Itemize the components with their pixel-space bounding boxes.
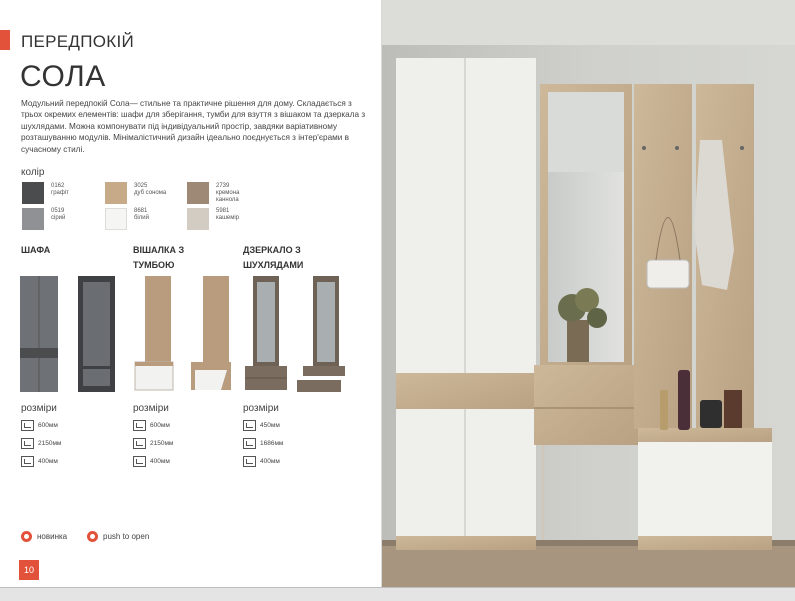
module-label-hanger: ВІШАЛКА З ТУМБОЮ <box>133 245 185 270</box>
color-code: 3025 дуб сонома <box>134 183 167 196</box>
size-height: 2150мм <box>133 436 173 450</box>
sizes-label: розміри <box>21 403 57 414</box>
legend-push-to-open: push to open <box>87 531 149 542</box>
module-label-wardrobe: ШАФА <box>21 245 51 255</box>
color-code: 0162 графіт <box>51 183 69 196</box>
size-height: 1686мм <box>243 436 283 450</box>
wardrobe-thumbnails <box>20 274 120 396</box>
color-swatch-bilyi <box>105 208 127 230</box>
viewer-bottom-bar <box>0 587 795 601</box>
module-label-mirror: ДЗЕРКАЛО З ШУХЛЯДАМИ <box>243 245 304 270</box>
colors-label: колір <box>21 167 45 178</box>
color-code: 5981 кашемір <box>216 208 240 221</box>
sizes-label: розміри <box>243 403 279 414</box>
interior-photo <box>382 0 795 587</box>
height-icon <box>243 438 256 449</box>
section-accent-bar <box>0 30 10 50</box>
depth-icon <box>133 456 146 467</box>
section-title: ПЕРЕДПОКІЙ <box>21 32 135 51</box>
product-title: СОЛА <box>20 60 106 93</box>
size-depth: 400мм <box>243 454 280 468</box>
color-code: 0519 сірий <box>51 208 66 221</box>
size-depth: 400мм <box>133 454 170 468</box>
depth-icon <box>21 456 34 467</box>
depth-icon <box>243 456 256 467</box>
sizes-label: розміри <box>133 403 169 414</box>
color-swatch-kremona <box>187 182 209 204</box>
size-width: 600мм <box>21 418 58 432</box>
size-width: 450мм <box>243 418 280 432</box>
color-swatch-siryi <box>22 208 44 230</box>
color-swatch-grafit <box>22 182 44 204</box>
new-badge-icon <box>21 531 32 542</box>
push-to-open-icon <box>87 531 98 542</box>
height-icon <box>133 438 146 449</box>
color-code: 2739 кремона каннола <box>216 183 240 203</box>
legend-new: новинка <box>21 531 67 542</box>
product-description: Модульний передпокій Сола— стильне та практичне рішення для дому. Складається з трьох окремих елементів: шафи для зберігання, тумби для взуття з вішаком та дзеркала з шухлядами. Можна компонувати під індивідуальний простір, завдяки варіативному розташуванню модулів. Мінімалістичний дизайн ідеально поєднується з інтер'єрами в сучасному стилі. <box>21 99 366 154</box>
hallway-furniture-image <box>382 0 795 587</box>
size-depth: 400мм <box>21 454 58 468</box>
mirror-thumbnails <box>243 274 348 396</box>
width-icon <box>133 420 146 431</box>
hanger-thumbnails <box>133 274 238 396</box>
color-code: 8681 білий <box>134 208 149 221</box>
size-height: 2150мм <box>21 436 61 450</box>
color-swatch-kashemir <box>187 208 209 230</box>
catalog-page-left <box>0 0 381 587</box>
page-number: 10 <box>19 560 39 580</box>
size-width: 600мм <box>133 418 170 432</box>
height-icon <box>21 438 34 449</box>
width-icon <box>21 420 34 431</box>
width-icon <box>243 420 256 431</box>
color-swatch-dub-sonoma <box>105 182 127 204</box>
